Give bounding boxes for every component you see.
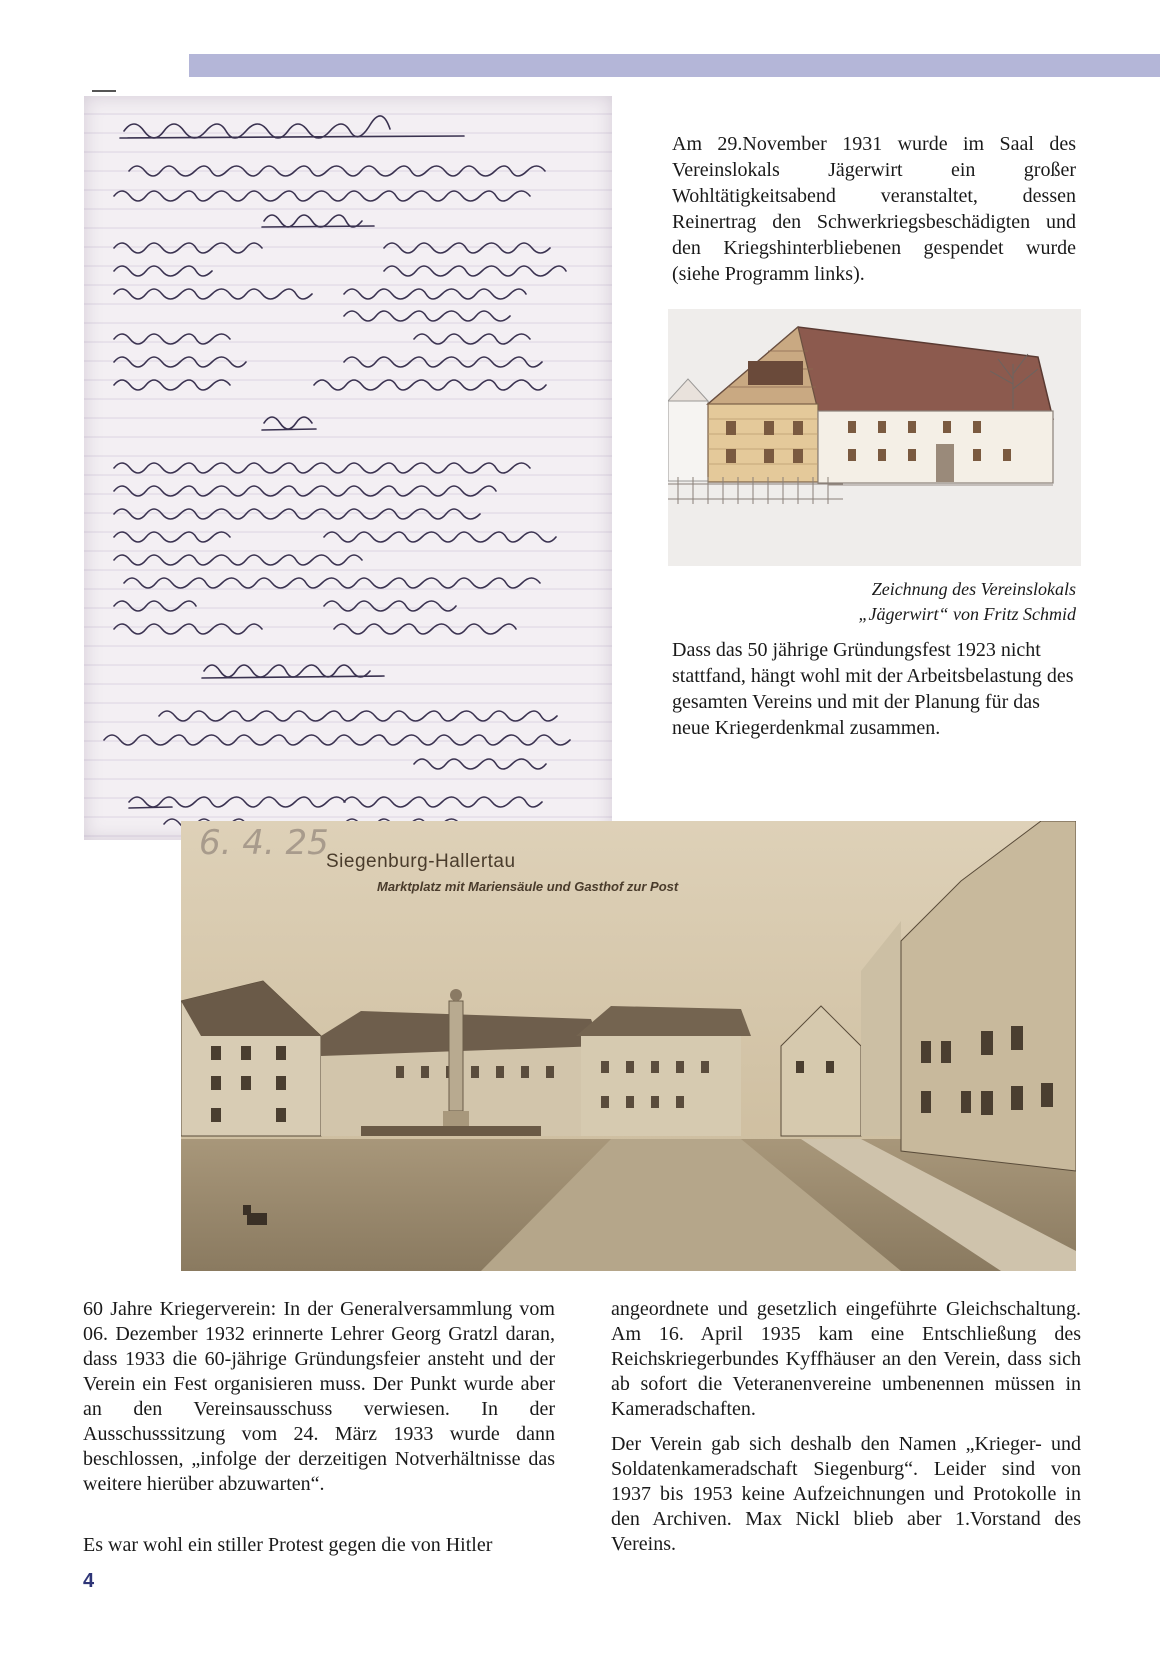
bottom-left-paragraph-1: 60 Jahre Kriegerverein: In der Generalversammlung vom 06. Dezember 1932 erinnerte Lehrer Georg Gratzl daran, dass 1933 die 60-jährige Gründungsfeier ansteht und der Verein ein Fest organisieren muss. Der Punkt wurde aber an den Vereinsausschuss verwiesen. In der Ausschusssitzung vom 24. März 1933 wurde dann beschlossen, „infolge der derzeitigen Notverhältnisse das weitere hierüber abzuwarten“. [83, 1298, 555, 1495]
bottom-right-paragraph-1: angeordnete und gesetzlich eingeführte Gleichschaltung. Am 16. April 1935 kam eine Entschließung des Reichskriegerbundes Kyffhäuser an den Verein, dass sich ab sofort die Veteranenvereine umbenennen müssen in Kameradschaften. [611, 1298, 1081, 1420]
bottom-right-paragraph-2: Der Verein gab sich deshalb den Namen „Krieger- und Soldatenkameradschaft Siegenburg“. Leider sind von 1937 bis 1953 keine Aufzeichnungen und Protokolle in den Archiven. Max Nickl blieb aber 1.Vorstand des Vereins. [611, 1433, 1081, 1555]
corner-mark [92, 90, 116, 92]
caption-line-2: „Jägerwirt“ von Fritz Schmid [858, 604, 1076, 624]
postcard-date-stamp: 6. 4. 25 [199, 823, 329, 863]
bottom-left-paragraph-2: Es war wohl ein stiller Protest gegen die von Hitler [83, 1534, 493, 1556]
drawing-caption [672, 577, 1076, 627]
intro-paragraph: Am 29.November 1931 wurde im Saal des Vereinslokals Jägerwirt ein großer Wohltätigkeitsabend veranstaltet, dessen Reinertrag den Schwerkriegsbeschädigten und den Kriegshinterbliebenen gespendet wurde (siehe Programm links). [672, 133, 1076, 285]
postcard-marketplace-image [181, 821, 1076, 1271]
jaegerwirt-drawing-image [668, 309, 1081, 566]
page-number: 4 [83, 1570, 95, 1592]
inn-sketch [668, 309, 1081, 566]
handwritten-program-image [84, 96, 612, 840]
caption-line-1: Zeichnung des Vereinslokals [871, 579, 1076, 599]
postcard-title: Siegenburg-Hallertau [326, 851, 516, 872]
header-accent-bar [189, 54, 1160, 77]
handwriting-scribbles [84, 96, 612, 840]
founding-paragraph: Dass das 50 jährige Gründungsfest 1923 nicht stattfand, hängt wohl mit der Arbeitsbelastung des gesamten Vereins und mit der Planung für das neue Kriegerdenkmal zusammen. [672, 639, 1074, 739]
postcard-subtitle: Marktplatz mit Mariensäule und Gasthof zur Post [377, 879, 679, 894]
